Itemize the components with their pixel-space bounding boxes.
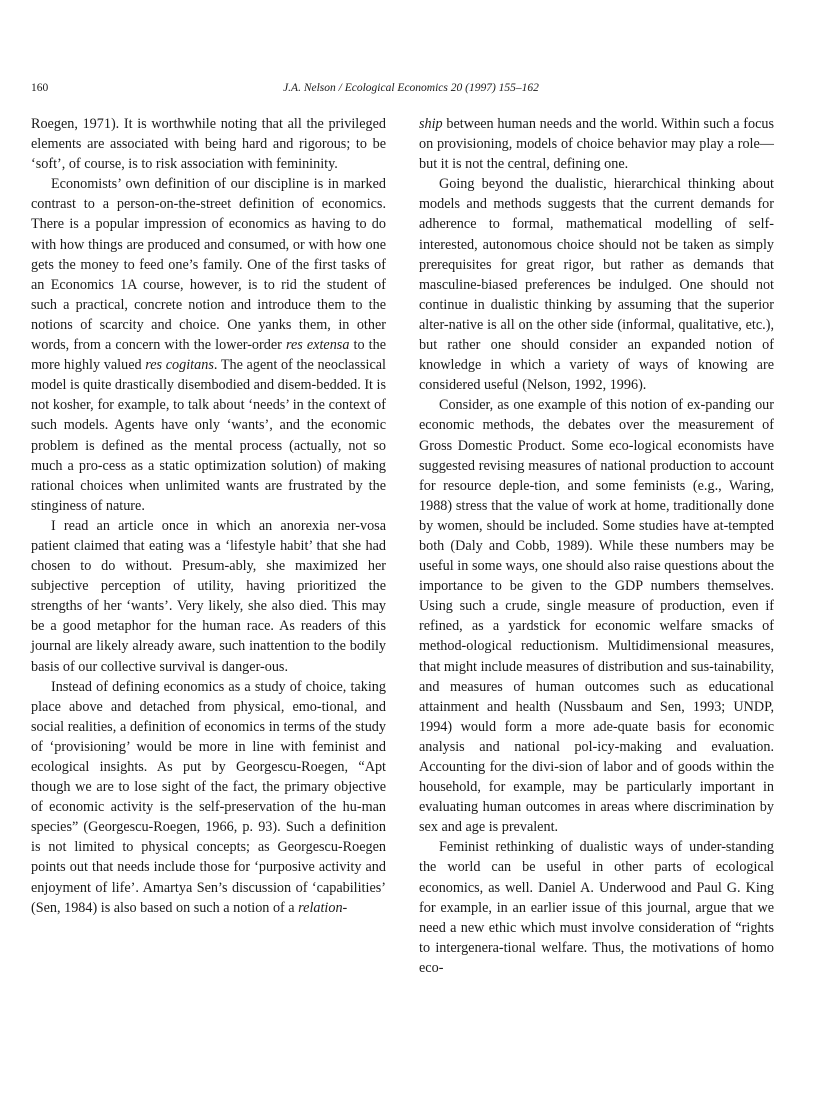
italic-term: relation- [298,899,348,916]
text-run: Economists’ own definition of our discipline is in marked contrast to a person-on-the-street definition of economics. There is a popular impression of economics as having to do with how things are produced and consumed, or with how one gets the money to feed one’s family. One of the first tasks of an Economics 1A course, however, is to rid the student of such a practical, concrete notion and introduce them to the notions of scarcity and choice. One yanks them, in other words, from a concern with the lower-order [31,176,386,354]
text-run: Going beyond the dualistic, hierarchical thinking about models and methods suggests that the current demands for adherence to formal, mathematical modelling of self-interested, autonomous choice should not be taken as simply prerequisites for great rigor, but rather as demands that masculine-biased preferences be indulged. One should not continue in dualistic thinking by assuming that the superior alter-native is all on the other side (informal, qualitative, etc.), but rather one should consider an expanded notion of knowledge in which a variety of ways of knowing are considered useful (Nelson, 1992, 1996). [419,176,774,394]
paragraph [31,114,386,174]
page-header [31,82,791,100]
right-column [419,114,774,978]
text-run: Instead of defining economics as a study of choice, taking place above and detached from physical, emo-tional, and social realities, a definition of economics in terms of the study of ‘provisioning’ would be more in line with feminist and ecological insights. As put by Georgescu-Roegen, “Apt though we are to lose sight of the fact, the primary objective of economic activity is the self-preservation of the hu-man species” (Georgescu-Roegen, 1966, p. 93). Such a definition is not limited to physical concepts; as Georgescu-Roegen points out that needs include those for ‘purposive activity and enjoyment of life’. Amartya Sen’s discussion of ‘capabilities’ (Sen, 1984) is also based on such a notion of a [31,678,386,916]
italic-term: res extensa [285,337,350,354]
text-run: to the more highly valued [31,337,386,374]
page-number: 160 [31,82,49,94]
text-run: between human needs and the world. Within such a focus on provisioning, models of choice behavior may play a role—but it is not the central, defining one. [419,116,774,173]
running-head: J.A. Nelson / Ecological Economics 20 (1997) 155–162 [283,82,539,94]
paragraph [31,677,386,918]
text-run: Consider, as one example of this notion of ex-panding our economic methods, the debates over the measurement of Gross Domestic Product. Some eco-logical economists have suggested revising measures of national production to account for resource deple-tion, and some feminists (e.g., Waring, 1988) stress that the value of work at home, traditionally done by women, should be included. Some studies have at-tempted both (Daly and Cobb, 1989). While these numbers may be useful in some ways, one should also raise questions about the importance to be given to the GDP numbers themselves. Using such a crude, single measure of production, even if refined, as a yardstick for economic welfare smacks of method-ological reductionism. Multidimensional measures, that might include measures of distribution and sus-tainability, and measures of human outcomes such as educational attainment and health (Nussbaum and Sen, 1993; UNDP, 1994) would form a more ade-quate basis for economic analysis and national pol-icy-making and evaluation. Accounting for the divi-sion of labor and of goods within the household, for example, may be particularly important in evaluating human outcomes in areas where discrimination by sex and age is prevalent. [419,397,774,836]
paragraph [419,395,774,837]
paragraph [31,516,386,677]
paragraph [419,174,774,395]
text-run: I read an article once in which an anorexia ner-vosa patient claimed that eating was a ‘lifestyle habit’ that she had chosen to do without. Presum-ably, she maximized her subjective perception of utility, having prioritized the strengths of her ‘wants’. Very likely, she also died. This may be a good metaphor for the human race. As readers of this journal are likely already aware, such inattention to the bodily basis of our collective survival is danger-ous. [31,517,386,675]
paragraph [31,174,386,516]
text-run: Feminist rethinking of dualistic ways of under-standing the world can be useful in other parts of ecological economics, as well. Daniel A. Underwood and Paul G. King for example, in an earlier issue of this journal, argue that we need a new ethic which must involve consideration of “rights to intergenera-tional welfare. Thus, the motivations of homo eco- [419,839,774,976]
text-run: . The agent of the neoclassical model is quite drastically disembodied and disem-bedded. It is not kosher, for example, to talk about ‘needs’ in the context of such models. Agents have only ‘wants’, and the economic problem is defined as the mental process (actually, not so much a pro-cess as a static optimization solution) of making rational choices when unlimited wants are frustrated by the stinginess of nature. [31,357,387,514]
paragraph [419,114,774,174]
italic-term: ship [419,116,443,132]
left-column [31,114,386,918]
paragraph [419,837,774,978]
italic-term: res cogitans [145,357,214,374]
text-run: Roegen, 1971). It is worthwhile noting that all the privileged elements are associated with being hard and rigorous; to be ‘soft’, of course, is to risk association with femininity. [31,116,386,173]
